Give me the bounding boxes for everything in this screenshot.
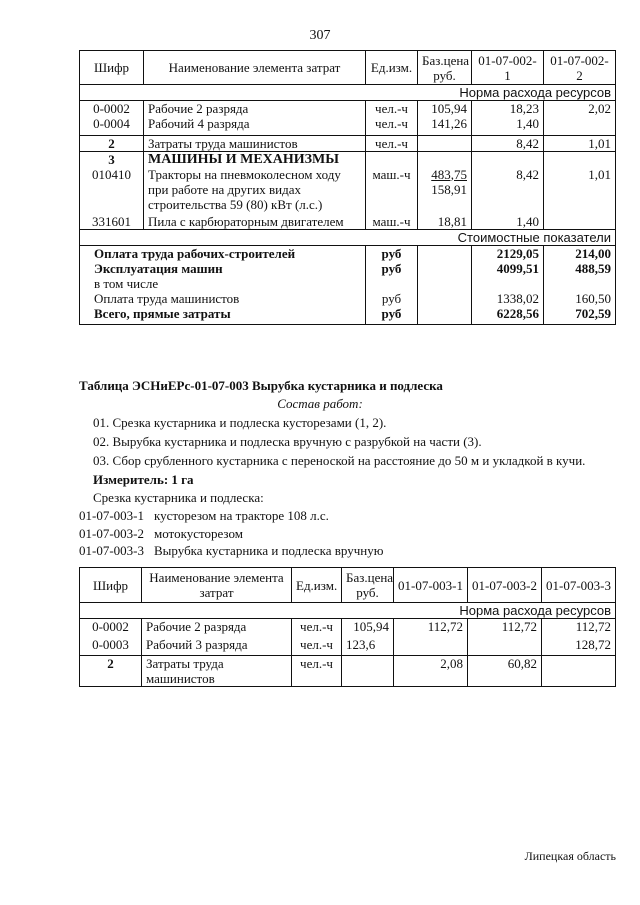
price-value: 483,75: [431, 166, 467, 182]
cost-row-total: Всего, прямые затраты руб 6228,56 702,59: [80, 306, 616, 324]
header-col3: 01-07-003-3: [542, 568, 616, 603]
item-text: кусторезом на тракторе 108 л.с.: [154, 508, 329, 523]
work-step: 02. Вырубка кустарника и подлеска вручную с разрубкой на части (3).: [93, 434, 482, 449]
table-header-row: [80, 568, 616, 603]
cost-row: в том числе: [80, 276, 616, 291]
header-name: Наименование элемента затрат: [144, 51, 366, 85]
cost-row: Оплата труда рабочих-строителей руб 2129,05 214,00: [80, 246, 616, 262]
header-col1: 01-07-003-1: [394, 568, 468, 603]
resource-table-01-07-003: [79, 567, 616, 687]
table-row: 2 Затраты труда машинистов чел.-ч 2,08 60,82: [80, 656, 616, 687]
table-row: 0-0002 Рабочие 2 разряда чел.-ч 105,94 18,23 2,02: [80, 101, 616, 117]
page-number: 307: [309, 28, 331, 43]
header-price: Баз.цена руб.: [418, 51, 472, 85]
resource-table-01-07-002: [79, 50, 616, 325]
work-step: 03. Сбор срубленного кустарника с переноской на расстояние до 50 м и укладкой в кучи.: [93, 453, 586, 468]
header-code: Шифр: [80, 568, 142, 603]
work-step: 01. Срезка кустарника и подлеска кусторезами (1, 2).: [93, 415, 387, 430]
table-row: 0-0003 Рабочий 3 разряда чел.-ч 123,6 128,72: [80, 637, 616, 656]
item-text: мотокусторезом: [154, 526, 243, 541]
item-code: 01-07-003-2: [79, 526, 144, 541]
header-unit: Ед.изм.: [366, 51, 418, 85]
item-code: 01-07-003-1: [79, 508, 144, 523]
table-row: 010410 Тракторы на пневмоколесном ходу при работе на других видах строительства 59 (80) кВт (л.с.) маш.-ч 483,75 158,91 8,42 1,01: [80, 167, 616, 212]
section-row-costs: Стоимостные показатели: [80, 230, 616, 246]
header-col2: 01-07-003-2: [468, 568, 542, 603]
section-row-resources: Норма расхода ресурсов: [80, 603, 616, 619]
table-row: 331601 Пила с карбюраторным двигателем маш.-ч 18,81 1,40: [80, 212, 616, 230]
table-header-row: [80, 51, 616, 85]
cost-row: Оплата труда машинистов руб 1338,02 160,50: [80, 291, 616, 306]
header-col1: 01-07-002-1: [472, 51, 544, 85]
table-row: 2 Затраты труда машинистов чел.-ч 8,42 1,01: [80, 135, 616, 151]
table-row: 3 МАШИНЫ И МЕХАНИЗМЫ: [80, 151, 616, 167]
composition-heading: Состав работ:: [277, 396, 363, 411]
table-row: 0-0002 Рабочие 2 разряда чел.-ч 105,94 112,72 112,72 112,72: [80, 619, 616, 637]
price-value-secondary: 158,91: [431, 181, 467, 197]
section-title: Таблица ЭСНиЕРс-01-07-003 Вырубка кустарника и подлеска: [79, 378, 443, 393]
item-code: 01-07-003-3: [79, 543, 144, 558]
subtitle: Срезка кустарника и подлеска:: [93, 490, 264, 505]
section-row-resources: Норма расхода ресурсов: [80, 85, 616, 101]
header-name: Наименование элемента затрат: [142, 568, 292, 603]
header-unit: Ед.изм.: [292, 568, 342, 603]
meter: Измеритель: 1 га: [93, 472, 194, 487]
cost-row: Эксплуатация машин руб 4099,51 488,59: [80, 261, 616, 276]
table-row: 0-0004 Рабочий 4 разряда чел.-ч 141,26 1,40: [80, 116, 616, 135]
item-text: Вырубка кустарника и подлеска вручную: [154, 543, 384, 558]
header-code: Шифр: [80, 51, 144, 85]
header-col2: 01-07-002-2: [544, 51, 616, 85]
footer-region: Липецкая область: [524, 849, 616, 863]
header-price: Баз.цена руб.: [342, 568, 394, 603]
